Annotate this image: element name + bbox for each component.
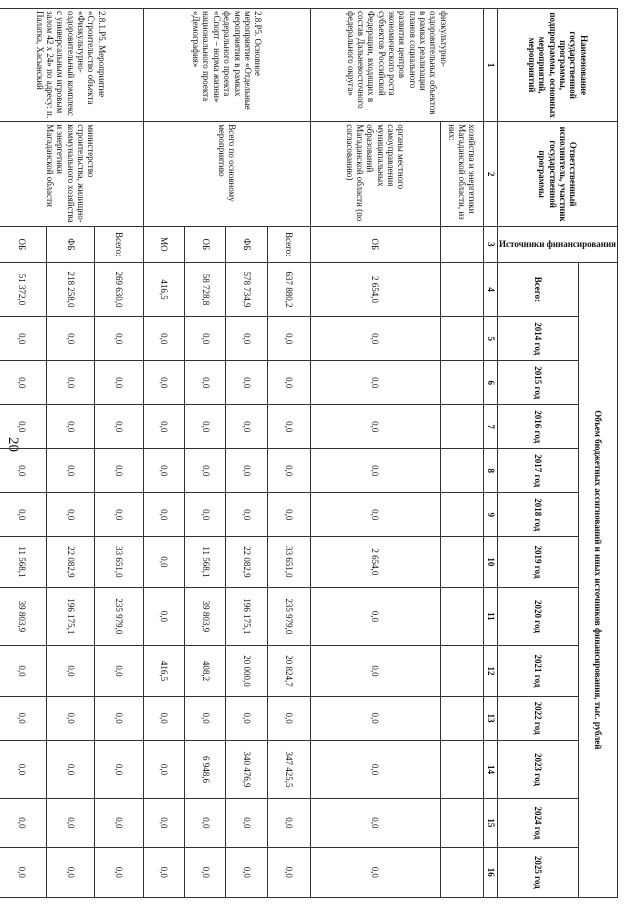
value-cell: 0,0: [46, 405, 95, 449]
value-cell: 22 082,9: [226, 537, 267, 587]
value-cell: 0,0: [144, 361, 185, 405]
header-financing: Объем бюджетных ассигнований и иных источников финансирования, тыс. рублей: [579, 262, 618, 897]
group-name: 2.8.P5. Основное мероприятие «Отдельные мероприятия в рамках федерального проекта «Спорт – норма жизни» национального проекта «Демография»: [144, 9, 311, 122]
value-cell: 0,0: [46, 696, 95, 740]
header-year: 2024 год: [498, 799, 579, 847]
header-year: 2020 год: [498, 587, 579, 646]
column-number: 11: [484, 587, 498, 646]
value-cell: 0,0: [144, 449, 185, 493]
group-name: 2.8.1.P5. Мероприятие «Строительство объекта «Физкультурно-оздоровительный комплекс с универсальным игровым залом 42 х 24» по адресу: п. Палатка, Хасынский: [0, 9, 144, 122]
value-cell: 0,0: [95, 361, 144, 405]
row-executor: органы местного самоуправления муниципальных образований Магаданской области (по согласованию): [310, 122, 440, 227]
value-cell: 0,0: [144, 317, 185, 361]
value-cell: 0,0: [267, 405, 310, 449]
page-number: 20: [4, 437, 21, 452]
value-cell: 0,0: [0, 740, 46, 799]
value-cell: 0,0: [95, 696, 144, 740]
header-year: 2017 год: [498, 449, 579, 493]
value-cell: 0,0: [185, 847, 226, 897]
total-cell: 58 728,8: [185, 262, 226, 317]
total-cell: 416,5: [144, 262, 185, 317]
value-cell: 0,0: [0, 696, 46, 740]
value-cell: 0,0: [226, 696, 267, 740]
value-cell: 0,0: [226, 317, 267, 361]
source-cell: ФБ: [226, 227, 267, 263]
source-cell: ОБ: [0, 227, 46, 263]
value-cell: 0,0: [46, 449, 95, 493]
column-number: 4: [484, 262, 498, 317]
value-cell: 0,0: [267, 696, 310, 740]
header-year: 2021 год: [498, 646, 579, 696]
value-cell: 0,0: [46, 361, 95, 405]
header-year: 2025 год: [498, 847, 579, 897]
total-cell: 269 630,0: [95, 262, 144, 317]
value-cell: 0,0: [226, 847, 267, 897]
header-year: 2018 год: [498, 493, 579, 537]
column-number: 13: [484, 696, 498, 740]
header-executor: Ответственный исполнитель, участник государственной программы: [498, 122, 618, 227]
value-cell: 0,0: [95, 317, 144, 361]
value-cell: 0,0: [267, 317, 310, 361]
header-year: 2019 год: [498, 537, 579, 587]
value-cell: 416,5: [144, 646, 185, 696]
value-cell: 0,0: [46, 646, 95, 696]
value-cell: 0,0: [144, 493, 185, 537]
value-cell: 0,0: [226, 493, 267, 537]
total-cell: 578 734,9: [226, 262, 267, 317]
value-cell: 0,0: [267, 449, 310, 493]
header-total: Всего:: [498, 262, 579, 317]
value-cell: 0,0: [0, 847, 46, 897]
value-cell: 0,0: [310, 799, 440, 847]
value-cell: 0,0: [310, 317, 440, 361]
column-number: 3: [484, 227, 498, 263]
column-number: 5: [484, 317, 498, 361]
column-number: 12: [484, 646, 498, 696]
value-cell: 0,0: [0, 317, 46, 361]
rotated-table-container: [17, 8, 618, 898]
value-cell: 0,0: [95, 405, 144, 449]
value-cell: 0,0: [0, 646, 46, 696]
value-cell: 0,0: [46, 493, 95, 537]
value-cell: 0,0: [185, 405, 226, 449]
group-executor: министерство строительства, жилищно-коммунального хозяйства и энергетики Магаданской области: [0, 122, 144, 227]
value-cell: 0,0: [267, 493, 310, 537]
value-cell: 0,0: [95, 646, 144, 696]
row-executor: хозяйства и энергетики Магаданской области, из них:: [440, 122, 483, 227]
header-year: 2015 год: [498, 361, 579, 405]
column-number: 14: [484, 740, 498, 799]
value-cell: 0,0: [310, 361, 440, 405]
source-cell: ФБ: [46, 227, 95, 263]
header-name: Наименование государственной программы, подпрограммы, основных мероприятий, мероприятий: [498, 9, 618, 122]
value-cell: 0,0: [226, 799, 267, 847]
column-number: 2: [484, 122, 498, 227]
value-cell: 20 000,0: [226, 646, 267, 696]
value-cell: 0,0: [226, 405, 267, 449]
header-year: 2023 год: [498, 740, 579, 799]
value-cell: 0,0: [46, 847, 95, 897]
value-cell: 0,0: [95, 740, 144, 799]
value-cell: 0,0: [144, 847, 185, 897]
value-cell: 0,0: [46, 799, 95, 847]
value-cell: 0,0: [95, 799, 144, 847]
value-cell: 196 175,1: [226, 587, 267, 646]
value-cell: 196 175,1: [46, 587, 95, 646]
value-cell: 0,0: [144, 587, 185, 646]
value-cell: 0,0: [310, 696, 440, 740]
row-name: физкультурно-оздоровительных объектов в рамках реализации планов социального развития центров экономического роста субъектов Российской Федерации, входящих в состав Дальневосточного федерального округа»: [310, 9, 483, 122]
header-year: 2022 год: [498, 696, 579, 740]
header-source: Источники финансирования: [498, 227, 618, 263]
total-cell: 637 880,2: [267, 262, 310, 317]
value-cell: 235 979,0: [267, 587, 310, 646]
source-cell: Всего:: [95, 227, 144, 263]
column-number: 16: [484, 847, 498, 897]
value-cell: 20 824,7: [267, 646, 310, 696]
value-cell: 0,0: [267, 847, 310, 897]
header-year: 2016 год: [498, 405, 579, 449]
value-cell: 22 082,9: [46, 537, 95, 587]
value-cell: 39 803,9: [185, 587, 226, 646]
value-cell: 0,0: [0, 493, 46, 537]
column-number: 1: [484, 9, 498, 122]
value-cell: 0,0: [310, 449, 440, 493]
value-cell: 0,0: [185, 317, 226, 361]
value-cell: 0,0: [144, 405, 185, 449]
value-cell: 0,0: [144, 740, 185, 799]
value-cell: 11 568,1: [185, 537, 226, 587]
value-cell: 0,0: [185, 799, 226, 847]
value-cell: 33 651,0: [267, 537, 310, 587]
value-cell: 39 803,9: [0, 587, 46, 646]
value-cell: 0,0: [310, 587, 440, 646]
value-cell: 0,0: [144, 799, 185, 847]
value-cell: 0,0: [310, 493, 440, 537]
value-cell: 0,0: [185, 696, 226, 740]
header-year: 2014 год: [498, 317, 579, 361]
source-cell: ОБ: [185, 227, 226, 263]
value-cell: 0,0: [185, 493, 226, 537]
value-cell: 0,0: [226, 361, 267, 405]
column-number: 10: [484, 537, 498, 587]
value-cell: 340 476,9: [226, 740, 267, 799]
value-cell: 0,0: [310, 646, 440, 696]
value-cell: 0,0: [0, 405, 46, 449]
value-cell: 0,0: [185, 361, 226, 405]
value-cell: 0,0: [46, 740, 95, 799]
value-cell: 0,0: [144, 537, 185, 587]
value-cell: 0,0: [46, 317, 95, 361]
value-cell: 408,2: [185, 646, 226, 696]
column-number: 15: [484, 799, 498, 847]
column-number: 6: [484, 361, 498, 405]
value-cell: 0,0: [267, 361, 310, 405]
column-number: 7: [484, 405, 498, 449]
value-cell: 0,0: [310, 847, 440, 897]
value-cell: 0,0: [310, 405, 440, 449]
source-cell: МО: [144, 227, 185, 263]
value-cell: 6 948,6: [185, 740, 226, 799]
value-cell: 33 651,0: [95, 537, 144, 587]
value-cell: 0,0: [226, 449, 267, 493]
source-cell: ОБ: [310, 227, 440, 263]
value-cell: 0,0: [95, 847, 144, 897]
value-cell: 235 979,0: [95, 587, 144, 646]
source-cell: Всего:: [267, 227, 310, 263]
value-cell: 11 568,1: [0, 537, 46, 587]
value-cell: 0,0: [0, 361, 46, 405]
value-cell: 0,0: [95, 493, 144, 537]
value-cell: 347 425,5: [267, 740, 310, 799]
total-cell: 2 654,0: [310, 262, 440, 317]
value-cell: 0,0: [144, 696, 185, 740]
value-cell: 0,0: [267, 799, 310, 847]
total-cell: 51 372,0: [0, 262, 46, 317]
group-executor: Всего по основному мероприятию: [144, 122, 311, 227]
total-cell: 218 258,0: [46, 262, 95, 317]
value-cell: 2 654,0: [310, 537, 440, 587]
column-number: 9: [484, 493, 498, 537]
value-cell: 0,0: [310, 740, 440, 799]
value-cell: 0,0: [95, 449, 144, 493]
value-cell: 0,0: [0, 799, 46, 847]
column-number: 8: [484, 449, 498, 493]
financing-table: [0, 8, 618, 898]
value-cell: 0,0: [185, 449, 226, 493]
value-cell: 0,0: [0, 449, 46, 493]
